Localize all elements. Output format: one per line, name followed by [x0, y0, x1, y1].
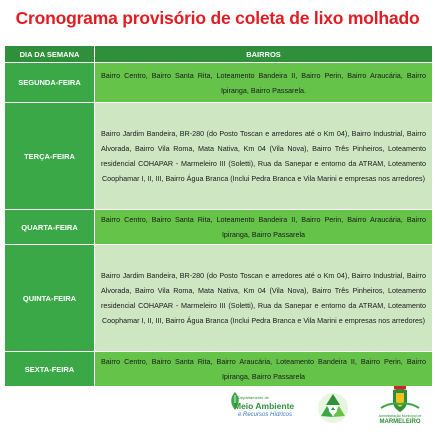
- page-title: Cronograma provisório de coleta de lixo molhado: [15, 8, 420, 28]
- day-sexta: SEXTA-FEIRA: [5, 352, 95, 387]
- table-row: [5, 245, 433, 352]
- recycling-icon: [313, 386, 353, 430]
- table-row: [5, 210, 433, 245]
- bairros-quarta: Bairro Centro, Bairro Santa Rita, Loteamento Bandeira II, Bairro Perin, Bairro Araucária, Bairro Ipiranga, Bairro Passarela: [95, 210, 433, 245]
- bairros-sexta: Bairro Centro, Bairro Santa Rita, Bairro Araucária, Loteamento Bandeira II, Bairro Perin, Bairro Ipiranga, Bairro Passarela: [95, 352, 433, 387]
- table-row: [5, 103, 433, 210]
- header-dia-da-semana: DIA DA SEMANA: [5, 46, 95, 63]
- schedule-table: [4, 45, 433, 387]
- table-header-row: [5, 46, 433, 63]
- meio-ambiente-logo: Departamento de Meio Ambiente e Recursos Hídricos: [228, 387, 310, 431]
- table-row: [5, 352, 433, 387]
- table-row: [5, 63, 433, 103]
- day-quarta: QUARTA-FEIRA: [5, 210, 95, 245]
- bairros-segunda: Bairro Centro, Bairro Santa Rita, Loteamento Bandeira II, Bairro Perin, Bairro Araucária, Bairro Ipiranga, Bairro Passarela.: [95, 63, 433, 103]
- prefeitura-logo: Administração Municipal de MARMELEIRO: [367, 386, 433, 432]
- header-bairros: BAIRROS: [95, 46, 433, 63]
- day-terca: TERÇA-FEIRA: [5, 103, 95, 210]
- day-segunda: SEGUNDA-FEIRA: [5, 63, 95, 103]
- footer-logos: [0, 384, 435, 435]
- day-quinta: QUINTA-FEIRA: [5, 245, 95, 352]
- bairros-terca: Bairro Jardim Bandeira, BR-280 (do Posto Toscan e arredores até o Km 04), Bairro Industrial, Bairro Alvorada, Bairro Vila Roma, Mata Nativa, Km 04 (Vila Nova), Bairro Três Pinheiros, Loteamento residencial COHAPAR - Marmeleiro III (Soletti), Rua da Sanepar e entorno da ATRAM, Loteamento Coophamar I, II, III, Bairro Água Branca (Inclui Pedra Branca e Vila Marini e empresas nos arredores): [95, 103, 433, 210]
- bairros-quinta: Bairro Jardim Bandeira, BR-280 (do Posto Toscan e arredores até o Km 04), Bairro Industrial, Bairro Alvorada, Bairro Vila Roma, Mata Nativa, Km 04 (Vila Nova), Bairro Três Pinheiros, Loteamento residencial COHAPAR - Marmeleiro III (Soletti), Rua da Sanepar e entorno da ATRAM, Loteamento Coophamar I, II, III, Bairro Água Branca (Inclui Pedra Branca e Vila Marini e empresas nos arredores): [95, 245, 433, 352]
- coat-of-arms-icon: [367, 386, 433, 414]
